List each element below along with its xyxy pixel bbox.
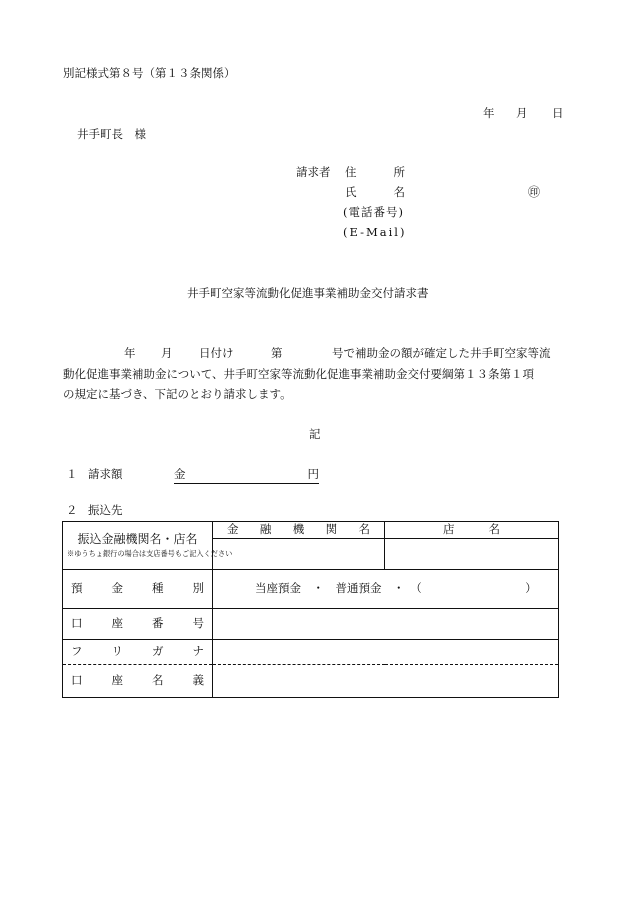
- header-char: 関: [325, 522, 338, 537]
- phone-label: (電話番号): [343, 205, 404, 219]
- body-line-2: 動化促進事業補助金について、井手町空家等流動化促進事業補助金交付要綱第１３条第１項: [63, 367, 535, 381]
- label-char: 口: [71, 673, 83, 688]
- header-char: 名: [488, 522, 500, 537]
- deposit-options-text: 当座預金 ・ 普通預金 ・ （ ）: [255, 581, 537, 596]
- form-number: 別記様式第８号（第１３条関係）: [63, 66, 236, 80]
- address-label-char: 所: [393, 165, 405, 179]
- email-label: (E-Mail): [343, 225, 407, 239]
- furigana-input[interactable]: [213, 640, 559, 665]
- document-title: 井手町空家等流動化促進事業補助金交付請求書: [187, 286, 429, 300]
- furigana-label: [63, 640, 213, 665]
- item2-number: ２: [66, 503, 78, 517]
- label-char: 預: [71, 581, 83, 596]
- date-year: 年: [483, 106, 495, 120]
- body-date-suffix: 日付け: [199, 346, 234, 360]
- deposit-type-label: [63, 570, 213, 609]
- item1-label: 請求額: [88, 467, 123, 481]
- name-label: [345, 187, 405, 199]
- label-char: リ: [111, 644, 123, 659]
- label-char: 別: [192, 581, 204, 596]
- item1-number: １: [66, 467, 78, 481]
- body-month: 月: [161, 346, 173, 360]
- deposit-type-options[interactable]: [213, 570, 559, 609]
- table-row: [63, 570, 559, 609]
- bank-account-table: [62, 521, 559, 698]
- date-month: 月: [516, 106, 528, 120]
- bank-note: ※ゆうちょ銀行の場合は支店番号もご記入ください: [67, 548, 233, 558]
- bank-label: 振込金融機関名・店名: [77, 531, 198, 546]
- header-char: 金: [227, 522, 239, 537]
- label-char: 金: [111, 581, 123, 596]
- label-char: 名: [152, 673, 164, 688]
- amount-field[interactable]: [174, 468, 319, 484]
- branch-name-input[interactable]: [385, 539, 559, 570]
- header-char: 機: [292, 522, 305, 537]
- amount-prefix: 金: [174, 467, 186, 481]
- table-row: [63, 665, 559, 698]
- header-char: 名: [358, 522, 370, 537]
- table-row: [63, 609, 559, 640]
- label-char: 号: [192, 616, 204, 631]
- branch-name-header: [385, 522, 559, 539]
- header-char: 融: [259, 522, 272, 537]
- claimant-label: 請求者: [296, 165, 331, 179]
- body-line1-text: 号で補助金の額が確定した井手町空家等流: [332, 346, 551, 360]
- account-number-input[interactable]: [213, 609, 559, 640]
- label-char: 口: [71, 616, 83, 631]
- ki-heading: 記: [309, 427, 321, 441]
- account-name-input[interactable]: [213, 665, 559, 698]
- bank-name-header: [213, 522, 385, 539]
- label-char: 種: [152, 581, 164, 596]
- label-char: 義: [192, 673, 204, 688]
- seal-mark: ㊞: [528, 185, 541, 199]
- label-char: 座: [111, 673, 123, 688]
- name-label-char: 名: [393, 185, 405, 199]
- bank-label-cell: [63, 522, 233, 570]
- body-dai: 第: [271, 346, 283, 360]
- table-row: [63, 522, 559, 539]
- label-char: 番: [152, 616, 164, 631]
- label-char: 座: [111, 616, 123, 631]
- addressee: 井手町長 様: [77, 127, 146, 141]
- account-name-label: [63, 665, 213, 698]
- address-label: [345, 167, 405, 179]
- label-char: フ: [71, 644, 83, 659]
- name-label-char: 氏: [345, 185, 357, 199]
- date-day: 日: [552, 106, 564, 120]
- body-line-1: [63, 348, 573, 362]
- label-char: ナ: [192, 644, 204, 659]
- table-row: [63, 640, 559, 665]
- header-char: 店: [443, 522, 455, 537]
- amount-suffix: 円: [307, 467, 319, 481]
- body-year: 年: [124, 346, 136, 360]
- bank-name-input[interactable]: [213, 539, 385, 570]
- item2-label: 振込先: [88, 503, 123, 517]
- account-number-label: [63, 609, 213, 640]
- label-char: ガ: [152, 644, 164, 659]
- address-label-char: 住: [345, 165, 357, 179]
- body-line-3: の規定に基づき、下記のとおり請求します。: [63, 387, 292, 401]
